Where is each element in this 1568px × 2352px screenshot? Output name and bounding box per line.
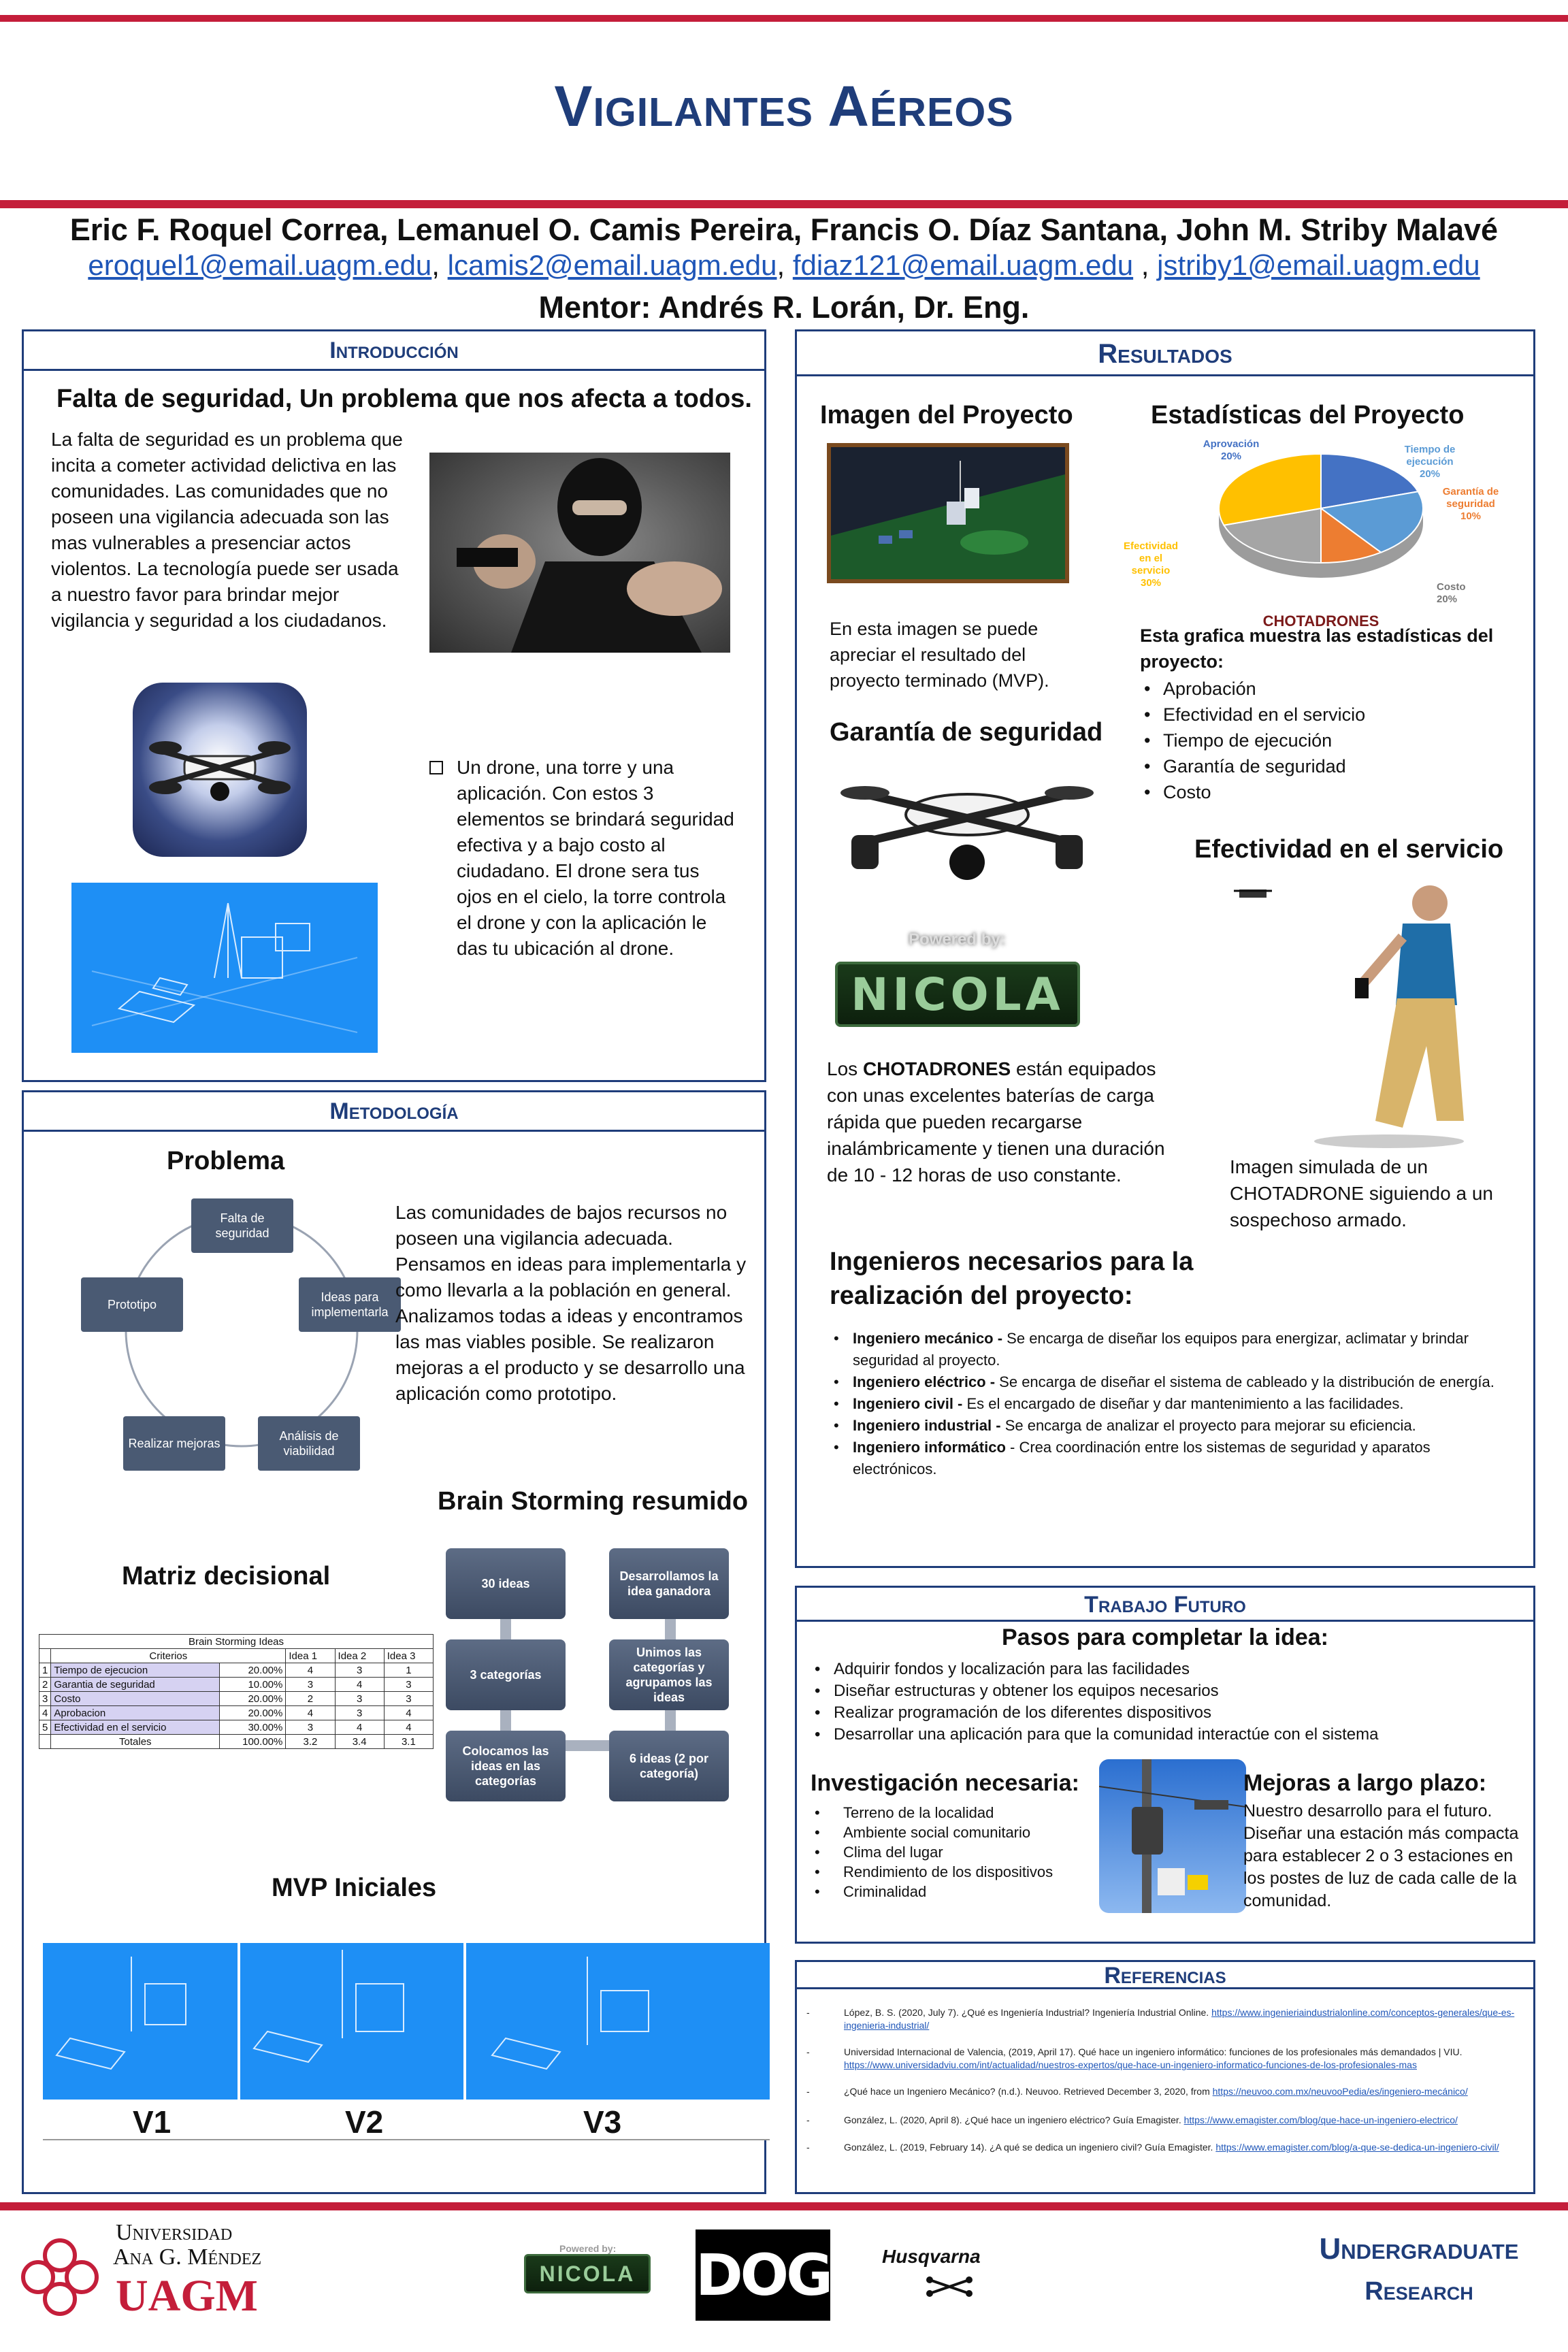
matrix-cell: 4 [384,1706,433,1720]
ingeniero-role: Ingeniero civil - [853,1395,967,1412]
brainstorm-node-5: Unimos las categorías y agrupamos las ideas [609,1639,729,1710]
matrix-cell: 30.00% [220,1720,286,1735]
ingeniero-role: Ingeniero eléctrico - [853,1373,1000,1390]
matrix-title: Matriz decisional [122,1562,331,1590]
ingeniero-desc: - Crea coordinación entre los sistemas de seguridad y aparatos electrónicos. [853,1439,1431,1477]
table-row [39,1678,434,1692]
matrix-cell: 3 [335,1706,384,1720]
mvp-label-v3: V3 [583,2104,622,2140]
footer-red-bar [0,2202,1568,2210]
chotadrones-bold: CHOTADRONES [862,1058,1011,1079]
pie-chart [1117,434,1525,631]
metodologia-heading: Metodología [24,1092,764,1132]
drone-image [838,760,1096,896]
cycle-node-1: Falta de seguridad [191,1198,293,1253]
list-item: • Adquirir fondos y localización para las facilidades [811,1659,1518,1680]
reference-item: - López, B. S. (2020, July 7). ¿Qué es Ingeniería Industrial? Ingeniería Industrial Online. https://www.ingenieriaindustrialonline.com/conceptos-generales/que-es-ingenieria-industrial/ [806,2007,1515,2031]
matrix-cell: 3 [286,1720,335,1735]
reference-text: ¿Qué hace un Ingeniero Mecánico? (n.d.). Neuvoo. Retrieved December 3, 2020, from [844,2086,1213,2097]
resultados-heading: Resultados [797,331,1533,376]
cycle-node-3: Análisis de viabilidad [258,1416,360,1471]
efectividad-text: Imagen simulada de un CHOTADRONE siguiendo a un sospechoso armado. [1230,1156,1493,1230]
dog-logo [696,2230,830,2321]
ingeniero-desc: Se encarga de diseñar el sistema de cableado y la distribución de energía. [999,1373,1494,1390]
list-item: • Realizar programación de los diferentes dispositivos [811,1702,1518,1724]
stats-list [1140,676,1507,805]
table-row [39,1706,434,1720]
matrix-cell: 4 [384,1720,433,1735]
ingeniero-desc: Es el encargado de diseñar y dar mantenimiento a las facilidades. [966,1395,1404,1412]
email-link-4[interactable]: jstriby1@email.uagm.edu [1157,249,1480,281]
matrix-cell: 1 [39,1663,51,1678]
matrix-header: Idea 2 [335,1649,384,1663]
pie-label: Garantía de seguridad 10% [1442,486,1499,522]
list-item: • Aprobación [1140,676,1507,702]
footer-nicola-logo [524,2254,651,2293]
pie-label: Aprovación 20% [1203,438,1260,462]
reference-text: González, L. (2019, February 14). ¿A qué se dedica un ingeniero civil? Guía Emagister. [844,2142,1216,2153]
list-item: • Criminalidad [811,1882,1096,1901]
pasos-title: Pasos para completar la idea: [1002,1624,1328,1650]
efectividad-title: Efectividad en el servicio [1194,835,1504,864]
referencias-heading: Referencias [797,1962,1533,1989]
mvp-label-v2: V2 [345,2104,384,2140]
list-item: • Rendimiento de los dispositivos [811,1862,1096,1882]
nicola-logo [835,962,1080,1027]
garantia-title: Garantía de seguridad [830,718,1103,747]
matrix-cell: 10.00% [220,1678,286,1692]
mejoras-title: Mejoras a largo plazo: [1243,1770,1487,1796]
list-item: • Tiempo de ejecución [1140,728,1507,753]
powered-by-label: Powered by: [909,930,1006,949]
undergraduate-label: Undergraduate [1319,2232,1519,2266]
husqvarna-logo-text: Husqvarna [882,2246,981,2267]
matrix-cell: 4 [286,1663,335,1678]
matrix-cell: 4 [335,1678,384,1692]
tower-blueprint [71,883,378,1053]
list-item: • Desarrollar una aplicación para que la comunidad interactúe con el sistema [811,1724,1518,1746]
list-item: • Costo [1140,779,1507,805]
pasos-list [811,1659,1518,1746]
footer-powered-by: Powered by: [559,2243,617,2254]
matrix-cell: Garantia de seguridad [51,1678,220,1692]
nicola-logo-text: NICOLA [851,968,1064,1021]
title-red-bar [0,200,1568,208]
ingeniero-desc: Se encarga de analizar el proyecto para mejorar su eficiencia. [1004,1417,1416,1434]
matrix-cell: 3 [384,1692,433,1706]
matrix-cell: 5 [39,1720,51,1735]
pie-label: Efectividad en el servicio 30% [1123,540,1179,589]
matrix-cell: Totales [51,1735,220,1749]
matrix-header: Idea 3 [384,1649,433,1663]
reference-item: - González, L. (2020, April 8). ¿Qué hace un ingeniero eléctrico? Guía Emagister. https://www.emagister.com/blog/que-hace-un-ingeniero-electrico/ [806,2114,1458,2125]
email-link-2[interactable]: lcamis2@email.uagm.edu [447,249,777,281]
imagen-title: Imagen del Proyecto [820,401,1073,429]
chotadrones-text-pre: Los [827,1058,863,1079]
list-item: • Clima del lugar [811,1842,1096,1862]
table-row [39,1720,434,1735]
investigacion-list [811,1803,1096,1901]
list-item: • Ambiente social comunitario [811,1823,1096,1842]
matrix-cell: 3.1 [384,1735,433,1749]
matrix-cell: 4 [39,1706,51,1720]
uagm-emblem-icon [18,2235,102,2319]
brainstorm-node-2: 3 categorías [446,1639,566,1710]
intro-section [22,329,766,1082]
reference-link[interactable]: https://www.ingenieriaindustrialonline.com/conceptos-generales/que-es-ingenieria-industrial/ [844,2007,1515,2031]
poster-title: Vigilantes Aéreos [554,74,1014,138]
drone-app-icon [133,683,307,857]
email-link-3[interactable]: fdiaz121@email.uagm.edu [792,249,1134,281]
cycle-node-5: Prototipo [81,1277,183,1332]
investigacion-title: Investigación necesaria: [811,1770,1079,1796]
matrix-cell: 3 [39,1692,51,1706]
matrix-cell: Aprobacion [51,1706,220,1720]
matrix-cell: Tiempo de ejecucion [51,1663,220,1678]
brainstorm-node-6: Desarrollamos la idea ganadora [609,1548,729,1619]
list-item: • Efectividad en el servicio [1140,702,1507,728]
matrix-cell: 20.00% [220,1706,286,1720]
table-row [39,1692,434,1706]
matrix-header: Criterios [51,1649,286,1663]
uni-line3: UAGM [116,2271,258,2321]
reference-text: López, B. S. (2020, July 7). ¿Qué es Ingeniería Industrial? Ingeniería Industrial Online. [844,2007,1212,2018]
mvp-label-v1: V1 [133,2104,172,2140]
reference-item: - Universidad Internacional de Valencia, (2019, April 17). Qué hace un ingeniero informático: funciones de los profesionales más demandados | VIU. https://www.universidadviu.com/int/actualidad/nuestros-expertos/que-hace-un-ingeniero-informatico-funciones-de-los-profesionales-mas [806,2046,1463,2070]
list-item [830,1328,1517,1371]
reference-text: González, L. (2020, April 8). ¿Qué hace un ingeniero eléctrico? Guía Emagister. [844,2114,1184,2125]
reference-link[interactable]: https://neuvoo.com.mx/neuvooPedia/es/ingeniero-mecánico/ [1212,2086,1468,2097]
dog-logo-text: DOG [695,2242,831,2308]
intro-bullet-text: Un drone, una torre y una aplicación. Con estos 3 elementos se brindará seguridad efectiva y a bajo costo al ciudadano. El drone sera tus ojos en el cielo, la torre controla el drone y con la aplicación le das tu ubicación al drone. [457,757,734,959]
matrix-cell: Costo [51,1692,220,1706]
intro-heading: Introducción [24,331,764,371]
research-label: Research [1365,2277,1473,2306]
matrix-cell: 20.00% [220,1692,286,1706]
matrix-cell: 2 [39,1678,51,1692]
matrix-cell: 20.00% [220,1663,286,1678]
intro-bullet [425,755,738,962]
reference-item: - ¿Qué hace un Ingeniero Mecánico? (n.d.). Neuvoo. Retrieved December 3, 2020, from https://neuvoo.com.mx/neuvooPedia/es/ingeniero-mecánico/ [806,2086,1468,2097]
intro-paragraph: La falta de seguridad es un problema que incita a cometer actividad delictiva en las comunidades. Las comunidades que no poseen una vigilancia adecuada son las mas vulnerables a presenciar actos violentos. La tecnología puede ser usada a nuestro favor para brindar mejor vigilancia y seguridad a los ciudadanos. [51,429,403,631]
trabajo-section [795,1586,1535,1944]
matrix-cell: 3.2 [286,1735,335,1749]
matrix-cell: 4 [286,1706,335,1720]
matrix-cell: 100.00% [220,1735,286,1749]
reference-text: Universidad Internacional de Valencia, (2019, April 17). Qué hace un ingeniero informático: funciones de los profesionales más demandados | VIU. [844,2046,1463,2057]
imagen-text: En esta imagen se puede apreciar el resultado del proyecto terminado (MVP). [830,619,1049,691]
matrix-cell: 3.4 [335,1735,384,1749]
list-item: • Diseñar estructuras y obtener los equipos necesarios [811,1680,1518,1702]
table-row [39,1663,434,1678]
mvp-title: MVP Iniciales [272,1874,437,1902]
checkbox-bullet-icon [429,761,443,774]
matrix-cell: 1 [384,1663,433,1678]
list-item: • Garantía de seguridad [1140,753,1507,779]
pie-title: CHOTADRONES [1262,612,1379,630]
project-image [827,443,1069,583]
resultados-section [795,329,1535,1568]
ingenieros-title: Ingenieros necesarios para la realización del proyecto: [830,1247,1194,1310]
matrix-cell: 4 [335,1720,384,1735]
robber-photo [429,453,730,653]
emails: eroquel1@email.uagm.edu, lcamis2@email.uagm.edu, fdiaz121@email.uagm.edu , jstriby1@email.uagm.edu [88,249,1480,281]
cycle-node-4: Realizar mejoras [123,1416,225,1471]
brainstorm-node-1: 30 ideas [446,1548,566,1619]
brainstorm-title: Brain Storming resumido [438,1487,749,1516]
top-red-bar [0,15,1568,22]
ingenieros-list [830,1328,1517,1480]
husqvarna-drone-icon [926,2273,973,2300]
matrix-cell: 3 [335,1692,384,1706]
mvp-strip [43,1943,770,2100]
ingeniero-role: Ingeniero informático [853,1439,1006,1456]
decision-matrix [39,1634,434,1749]
cycle-node-2: Ideas para implementarla [299,1277,401,1332]
list-item [830,1437,1517,1480]
email-link-1[interactable]: eroquel1@email.uagm.edu [88,249,432,281]
uni-line2: Ana G. Méndez [113,2244,262,2270]
list-item [830,1393,1517,1415]
matrix-cell: 3 [384,1678,433,1692]
metodologia-paragraph: Las comunidades de bajos recursos no poseen una vigilancia adecuada. Pensamos en ideas para implementarla y como llevarla a la población en general. Analizamos todas a ideas y encontramos las mas viables posible. Se realizaron mejoras a el producto y se desarrollo una aplicación como prototipo. [395,1202,747,1404]
reference-item: - González, L. (2019, February 14). ¿A qué se dedica un ingeniero civil? Guía Emagister. https://www.emagister.com/blog/a-que-se-dedica-un-ingeniero-civil/ [806,2142,1499,2153]
list-item [830,1415,1517,1437]
chotadrones-text-post: están equipados con unas excelentes baterías de carga rápida que pueden recargarse inalámbricamente y tienen una duración de 10 - 12 horas de uso constante. [827,1058,1165,1186]
ingeniero-role: Ingeniero industrial - [853,1417,1005,1434]
table-row [39,1735,434,1749]
uni-line1: Universidad [116,2220,233,2245]
problema-title: Problema [167,1147,285,1175]
referencias-section [795,1960,1535,2194]
brainstorm-node-3: Colocamos las ideas en las categorías [446,1731,566,1801]
man-with-gun-image [1219,876,1491,1148]
pole-station-photo [1099,1759,1246,1913]
pie-label: Costo 20% [1437,581,1466,605]
stats-intro: Esta grafica muestra las estadísticas del proyecto: [1140,625,1494,672]
list-item: • Terreno de la localidad [811,1803,1096,1823]
matrix-header: Idea 1 [286,1649,335,1663]
ingeniero-desc: Se encarga de diseñar los equipos para energizar, aclimatar y brindar seguridad al proyecto. [853,1330,1469,1369]
mentor: Mentor: Andrés R. Lorán, Dr. Eng. [538,290,1030,325]
stats-title: Estadísticas del Proyecto [1151,401,1465,429]
metodologia-section [22,1090,766,2194]
chotadrones-text [827,1056,1181,1188]
trabajo-heading: Trabajo Futuro [797,1588,1533,1622]
matrix-cell: 3 [286,1678,335,1692]
reference-link[interactable]: https://www.universidadviu.com/int/actualidad/nuestros-expertos/que-hace-un-ingeniero-informatico-funciones-de-los-profesionales-mas [844,2059,1417,2070]
reference-link[interactable]: https://www.emagister.com/blog/que-hace-un-ingeniero-electrico/ [1183,2114,1458,2125]
authors: Eric F. Roquel Correa, Lemanuel O. Camis Pereira, Francis O. Díaz Santana, John M. Striby Malavé [69,212,1499,247]
list-item [830,1371,1517,1393]
ingeniero-role: Ingeniero mecánico - [853,1330,1007,1347]
pie-label: Tiempo de ejecución 20% [1404,444,1456,480]
matrix-cell: 2 [286,1692,335,1706]
intro-subtitle: Falta de seguridad, Un problema que nos afecta a todos. [56,385,752,413]
matrix-caption: Brain Storming Ideas [39,1635,434,1649]
reference-link[interactable]: https://www.emagister.com/blog/a-que-se-dedica-un-ingeniero-civil/ [1215,2142,1499,2153]
brainstorm-node-4: 6 ideas (2 por categoría) [609,1731,729,1801]
matrix-cell: Efectividad en el servicio [51,1720,220,1735]
mejoras-text: Nuestro desarrollo para el futuro. Diseñar una estación más compacta para establecer 2 o 3 estaciones en los postes de luz de cada calle de la comunidad. [1243,1801,1519,1910]
matrix-cell: 3 [335,1663,384,1678]
footer-nicola-text: NICOLA [539,2261,636,2286]
